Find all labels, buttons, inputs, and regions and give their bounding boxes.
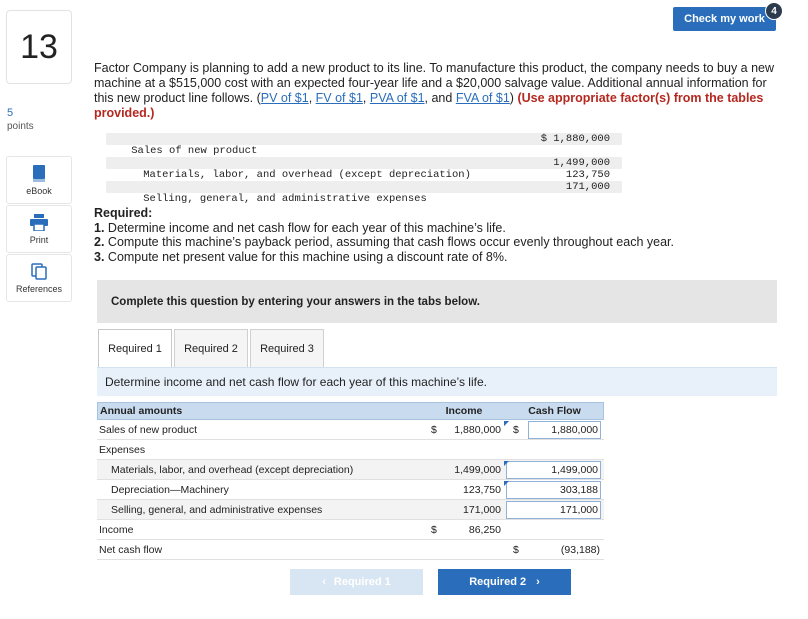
question-number-box bbox=[6, 10, 72, 84]
materials-income-value: 1,499,000 bbox=[454, 463, 501, 476]
table-row-materials: Materials, labor, and overhead (except depreciation) 1,499,000 1,499,000 bbox=[97, 460, 604, 480]
panel-heading: Determine income and net cash flow for each year of this machine’s life. bbox=[97, 367, 777, 396]
pv-of-1-link[interactable]: PV of $1 bbox=[260, 91, 309, 105]
input-marker-icon bbox=[504, 481, 509, 486]
points-value: 5 bbox=[7, 107, 14, 119]
table-row-sales: Sales of new product $ 1,880,000 $ 1,880,000 bbox=[97, 420, 604, 440]
required-section bbox=[94, 206, 674, 264]
currency-sign: $ bbox=[431, 523, 437, 536]
table-row-expenses: Expenses bbox=[97, 440, 604, 460]
next-tab-button[interactable]: Required 2 › bbox=[438, 569, 571, 595]
given-row bbox=[106, 145, 622, 157]
answer-table bbox=[97, 402, 604, 560]
selling-cash-flow-input[interactable]: 171,000 bbox=[506, 501, 601, 519]
table-row-income: Income $ 86,250 bbox=[97, 520, 604, 540]
print-button[interactable] bbox=[6, 205, 72, 253]
points-label: points bbox=[7, 121, 34, 132]
factor-instruction: (Use appropriate factor(s) from the tables provided.) bbox=[94, 91, 764, 120]
ebook-label: eBook bbox=[26, 186, 52, 196]
depreciation-income-value: 123,750 bbox=[463, 483, 501, 496]
given-row: 123,750 bbox=[565, 169, 610, 181]
tab-required-1[interactable]: Required 1 bbox=[98, 329, 172, 368]
pva-of-1-link[interactable]: PVA of $1 bbox=[369, 91, 425, 105]
sales-cash-flow-input[interactable]: 1,880,000 bbox=[528, 421, 601, 439]
previous-tab-button[interactable]: ‹ Required 1 bbox=[290, 569, 423, 595]
tab-bar bbox=[98, 329, 326, 367]
table-row-depreciation: Depreciation—Machinery 123,750 303,188 bbox=[97, 480, 604, 500]
materials-cash-flow-input[interactable]: 1,499,000 bbox=[506, 461, 601, 479]
book-icon bbox=[7, 165, 71, 183]
table-row-selling: Selling, general, and administrative expenses 171,000 171,000 bbox=[97, 500, 604, 520]
attempts-badge: 4 bbox=[765, 2, 783, 20]
depreciation-cash-flow-input[interactable]: 303,188 bbox=[506, 481, 601, 499]
references-label: References bbox=[15, 284, 63, 294]
given-row: Selling, general, and administrative expenses 171,000 bbox=[106, 181, 622, 193]
required-item: 1. Determine income and net cash flow for each year of this machine’s life. bbox=[94, 220, 506, 235]
input-marker-icon bbox=[504, 461, 509, 466]
question-number: 13 bbox=[20, 28, 58, 66]
print-label: Print bbox=[29, 235, 49, 245]
currency-sign: $ bbox=[431, 423, 437, 436]
header-cash-flow: Cash Flow bbox=[528, 405, 581, 417]
references-button[interactable] bbox=[6, 254, 72, 302]
complete-instruction-bar: Complete this question by entering your answers in the tabs below. bbox=[97, 280, 777, 323]
tab-required-2[interactable]: Required 2 bbox=[174, 329, 248, 367]
printer-icon bbox=[7, 214, 71, 232]
required-heading: Required: bbox=[94, 206, 153, 220]
selling-income-value: 171,000 bbox=[463, 503, 501, 516]
input-marker-icon bbox=[504, 421, 509, 426]
chevron-right-icon: › bbox=[536, 576, 540, 588]
given-row: Sales of new product $ 1,880,000 bbox=[106, 133, 622, 145]
tab-required-3[interactable]: Required 3 bbox=[250, 329, 324, 367]
required-item: 2. Compute this machine’s payback period, assuming that cash flows occur evenly throughout each year. bbox=[94, 235, 674, 249]
table-header-row bbox=[97, 402, 604, 420]
fva-of-1-link[interactable]: FVA of $1 bbox=[455, 91, 510, 105]
given-row: Materials, labor, and overhead (except depreciation) 1,499,000 bbox=[106, 157, 622, 169]
ebook-button[interactable] bbox=[6, 156, 72, 204]
header-annual-amounts: Annual amounts bbox=[100, 405, 183, 417]
table-row-net-cash-flow: Net cash flow $ (93,188) bbox=[97, 540, 604, 560]
copy-pages-icon bbox=[7, 263, 71, 281]
currency-sign: $ bbox=[513, 543, 519, 556]
check-my-work-button[interactable]: Check my work bbox=[673, 7, 776, 31]
income-value: 86,250 bbox=[468, 523, 501, 536]
currency-sign: $ bbox=[513, 423, 519, 436]
question-intro: Factor Company is planning to add a new product to its line. To manufacture this product, the company needs to buy a new machine at a $515,000 cost with an expected four-year life and a $20,000 salvage value. Additional annual information for this new product line follows. ( bbox=[94, 61, 775, 105]
chevron-left-icon: ‹ bbox=[322, 576, 326, 588]
fv-of-1-link[interactable]: FV of $1 bbox=[315, 91, 363, 105]
header-income: Income bbox=[445, 405, 483, 417]
sales-income-value: 1,880,000 bbox=[454, 423, 501, 436]
required-item: 3. Compute net present value for this machine using a discount rate of 8%. bbox=[94, 249, 508, 264]
question-text: Factor Company is planning to add a new product to its line. To manufacture this product, the company needs to buy a new machine at a $515,000 cost with an expected four-year life and a $20,000 salvage value. Additional annual information for this new product line follows. (PV of $1, FV of $1, PVA of $1, and FVA of $1) (Use appropriate factor(s) from the tables provided.) bbox=[94, 61, 775, 120]
given-data-table bbox=[106, 133, 622, 205]
net-cash-flow-value: (93,188) bbox=[560, 543, 600, 556]
